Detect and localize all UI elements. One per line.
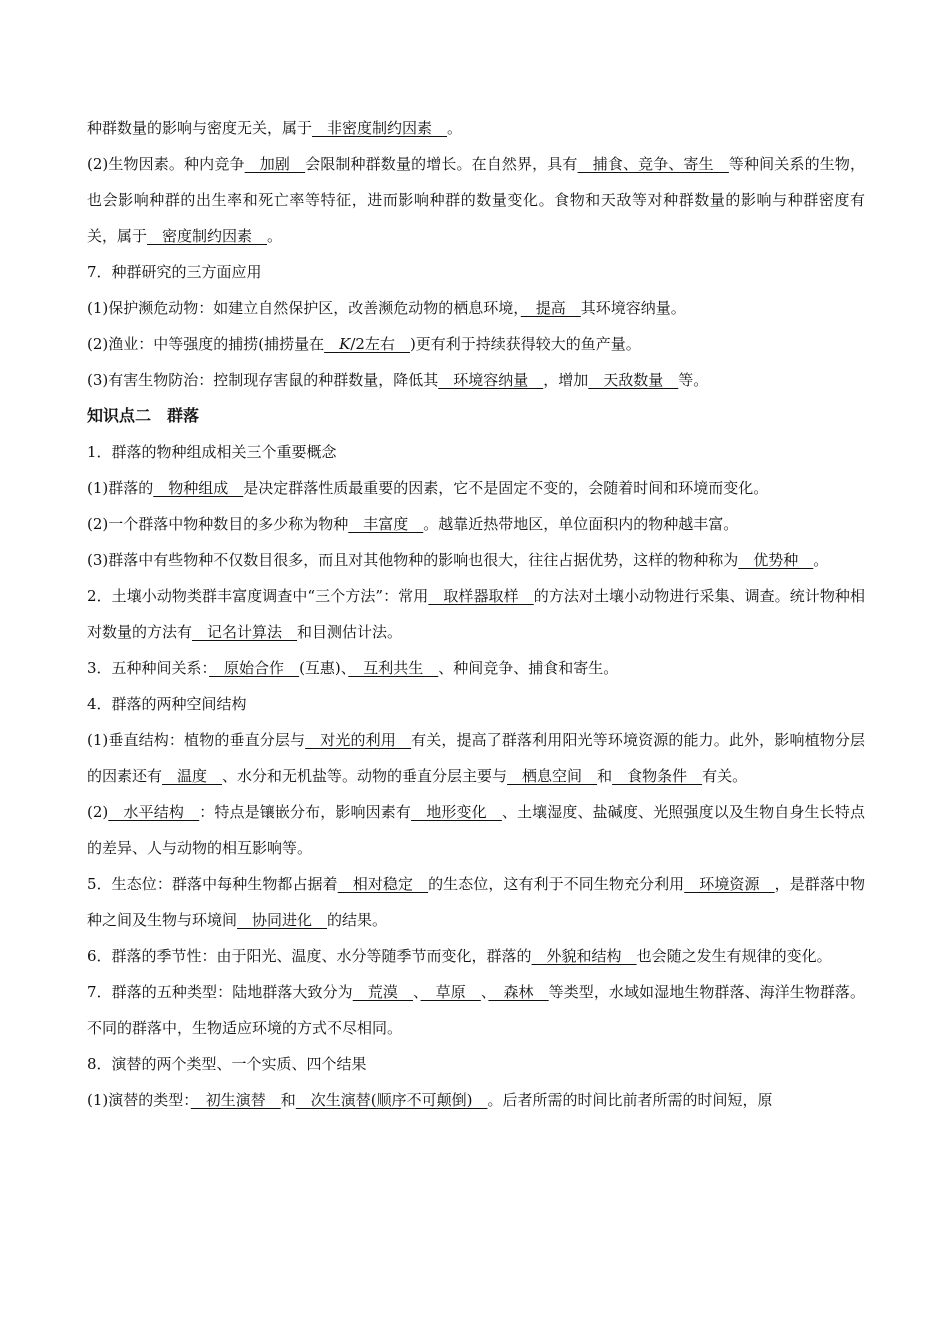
answer-blank: 对光的利用: [305, 731, 412, 749]
text: 的生态位，这有利于不同生物充分利用: [428, 875, 685, 893]
answer-blank: 栖息空间: [507, 767, 598, 785]
text: 、: [412, 983, 421, 1001]
text: 也会随之发生有规律的变化。: [636, 947, 832, 965]
answer-blank: 非密度制约因素: [312, 119, 448, 137]
text: 是决定群落性质最重要的因素，它不是固定不变的，会随着时间和环境而变化。: [243, 479, 769, 497]
paragraph: [87, 794, 865, 866]
text: 4．群落的两种空间结构: [87, 695, 247, 713]
paragraph: [87, 542, 865, 578]
text: 6．群落的季节性：由于阳光、温度、水分等随季节而变化，群落的: [87, 947, 532, 965]
text: 8．演替的两个类型、一个实质、四个结果: [87, 1055, 367, 1073]
answer-blank: 物种组成: [153, 479, 244, 497]
section-title: [87, 434, 865, 470]
answer-blank: 森林: [488, 983, 549, 1001]
answer-blank: 荒漠: [352, 983, 413, 1001]
answer-blank: 次生演替(顺序不可颠倒): [295, 1091, 488, 1109]
section-title: [87, 686, 865, 722]
text: (2)生物因素。种内竞争: [87, 155, 245, 173]
text: 有关。: [702, 767, 748, 785]
paragraph: [87, 506, 865, 542]
answer-blank: /2左右: [350, 335, 410, 353]
paragraph: [87, 290, 865, 326]
text: 种群数量的影响与密度无关，属于: [87, 119, 313, 137]
answer-blank: 相对稳定: [337, 875, 429, 893]
answer-blank: 食物条件: [612, 767, 703, 785]
text: (3)群落中有些物种不仅数目很多，而且对其他物种的影响也很大，往往占据优势，这样的物种称为: [87, 551, 739, 569]
paragraph: [87, 578, 865, 650]
document-page: [87, 110, 865, 1118]
answer-blank: 协同进化: [237, 911, 328, 929]
text: 和目测估计法。: [297, 623, 403, 641]
text: 、水分和无机盐等。动物的垂直分层主要与: [222, 767, 508, 785]
text: (1)保护濒危动物：如建立自然保护区，改善濒危动物的栖息环境，: [87, 299, 521, 317]
text: (3)有害生物防治：控制现存害鼠的种群数量，降低其: [87, 371, 439, 389]
answer-blank: 环境容纳量: [438, 371, 544, 389]
answer-blank: 密度制约因素: [147, 227, 268, 245]
text: 、种间竞争、捕食和寄生。: [438, 659, 619, 677]
answer-blank: 优势种: [738, 551, 814, 569]
text: 的结果。: [327, 911, 388, 929]
text: 、: [480, 983, 489, 1001]
text: (2)渔业：中等强度的捕捞(捕捞量在: [87, 335, 325, 353]
text: 和: [597, 767, 613, 785]
text: (1)演替的类型：: [87, 1091, 191, 1109]
paragraph: [87, 110, 865, 146]
paragraph: [87, 650, 865, 686]
text: 、土壤湿度、盐碱度、光照强度以及生物自身生长特点的差异、人与动物的相互影响等。: [87, 803, 865, 857]
paragraph: [87, 326, 865, 362]
paragraph: [87, 974, 865, 1046]
text: 有关，提高了群落利用阳光等环境资源的能力。此外，影响植物分层的因素还有: [87, 731, 865, 785]
text: 7．种群研究的三方面应用: [87, 263, 262, 281]
text: 。: [447, 119, 463, 137]
answer-blank: 提高: [520, 299, 581, 317]
text: 等种间关系的生物，也会影响种群的出生率和死亡率等特征，进而影响种群的数量变化。食物和天敌等对种群数量的影响与种群密度有关，属于: [87, 155, 865, 245]
text: 其环境容纳量。: [580, 299, 686, 317]
paragraph: [87, 938, 865, 974]
answer-blank: 记名计算法: [192, 623, 298, 641]
text: 会限制种群数量的增长。在自然界，具有: [305, 155, 578, 173]
answer-blank: 环境资源: [684, 875, 775, 893]
paragraph: [87, 1082, 865, 1118]
answer-blank: 捕食、竞争、寄生: [577, 155, 729, 173]
answer-blank: 温度: [162, 767, 223, 785]
answer-blank: [324, 335, 339, 353]
answer-blank: 原始合作: [209, 659, 300, 677]
text: ：特点是镶嵌分布，影响因素有: [199, 803, 412, 821]
paragraph: [87, 722, 865, 794]
text: (1)垂直结构：植物的垂直分层与: [87, 731, 306, 749]
text: (2): [87, 803, 109, 821]
text: 。: [267, 227, 283, 245]
text: 。后者所需的时间比前者所需的时间短，原: [487, 1091, 773, 1109]
paragraph: [87, 470, 865, 506]
text: 等类型，水域如湿地生物群落、海洋生物群落。不同的群落中，生物适应环境的方式不尽相同。: [87, 983, 865, 1037]
answer-blank: K: [339, 335, 351, 353]
text: 7．群落的五种类型：陆地群落大致分为: [87, 983, 353, 1001]
text: ，是群落中物种之间及生物与环境间: [87, 875, 865, 929]
answer-blank: 丰富度: [348, 515, 424, 533]
answer-blank: 加剧: [244, 155, 306, 173]
text: (1)群落的: [87, 479, 154, 497]
text: 。越靠近热带地区，单位面积内的物种越丰富。: [423, 515, 739, 533]
answer-blank: 水平结构: [108, 803, 200, 821]
text: (2)一个群落中物种数目的多少称为物种: [87, 515, 349, 533]
answer-blank: 地形变化: [411, 803, 502, 821]
section-title: [87, 1046, 865, 1082]
text: (互惠)、: [299, 659, 349, 677]
text: 的方法对土壤小动物进行采集、调查。统计物种相对数量的方法有: [87, 587, 865, 641]
text: 1．群落的物种组成相关三个重要概念: [87, 443, 337, 461]
text: 等。: [678, 371, 709, 389]
answer-blank: 互利共生: [348, 659, 439, 677]
paragraph: [87, 362, 865, 398]
text: 和: [280, 1091, 296, 1109]
answer-blank: 草原: [420, 983, 481, 1001]
text: )更有利于持续获得较大的鱼产量。: [409, 335, 641, 353]
section-title: [87, 254, 865, 290]
text: 。: [813, 551, 829, 569]
text: 2．土壤小动物类群丰富度调查中“三个方法”：常用: [87, 587, 429, 605]
answer-blank: 天敌数量: [588, 371, 679, 389]
paragraph: [87, 146, 865, 254]
answer-blank: 初生演替: [190, 1091, 281, 1109]
text: 5．生态位：群落中每种生物都占据着: [87, 875, 338, 893]
section-heading: 知识点二 群落: [87, 406, 200, 425]
text: 3．五种种间关系：: [87, 659, 210, 677]
paragraph: [87, 866, 865, 938]
answer-blank: 外貌和结构: [531, 947, 637, 965]
answer-blank: 取样器取样: [428, 587, 534, 605]
text: ，增加: [543, 371, 589, 389]
